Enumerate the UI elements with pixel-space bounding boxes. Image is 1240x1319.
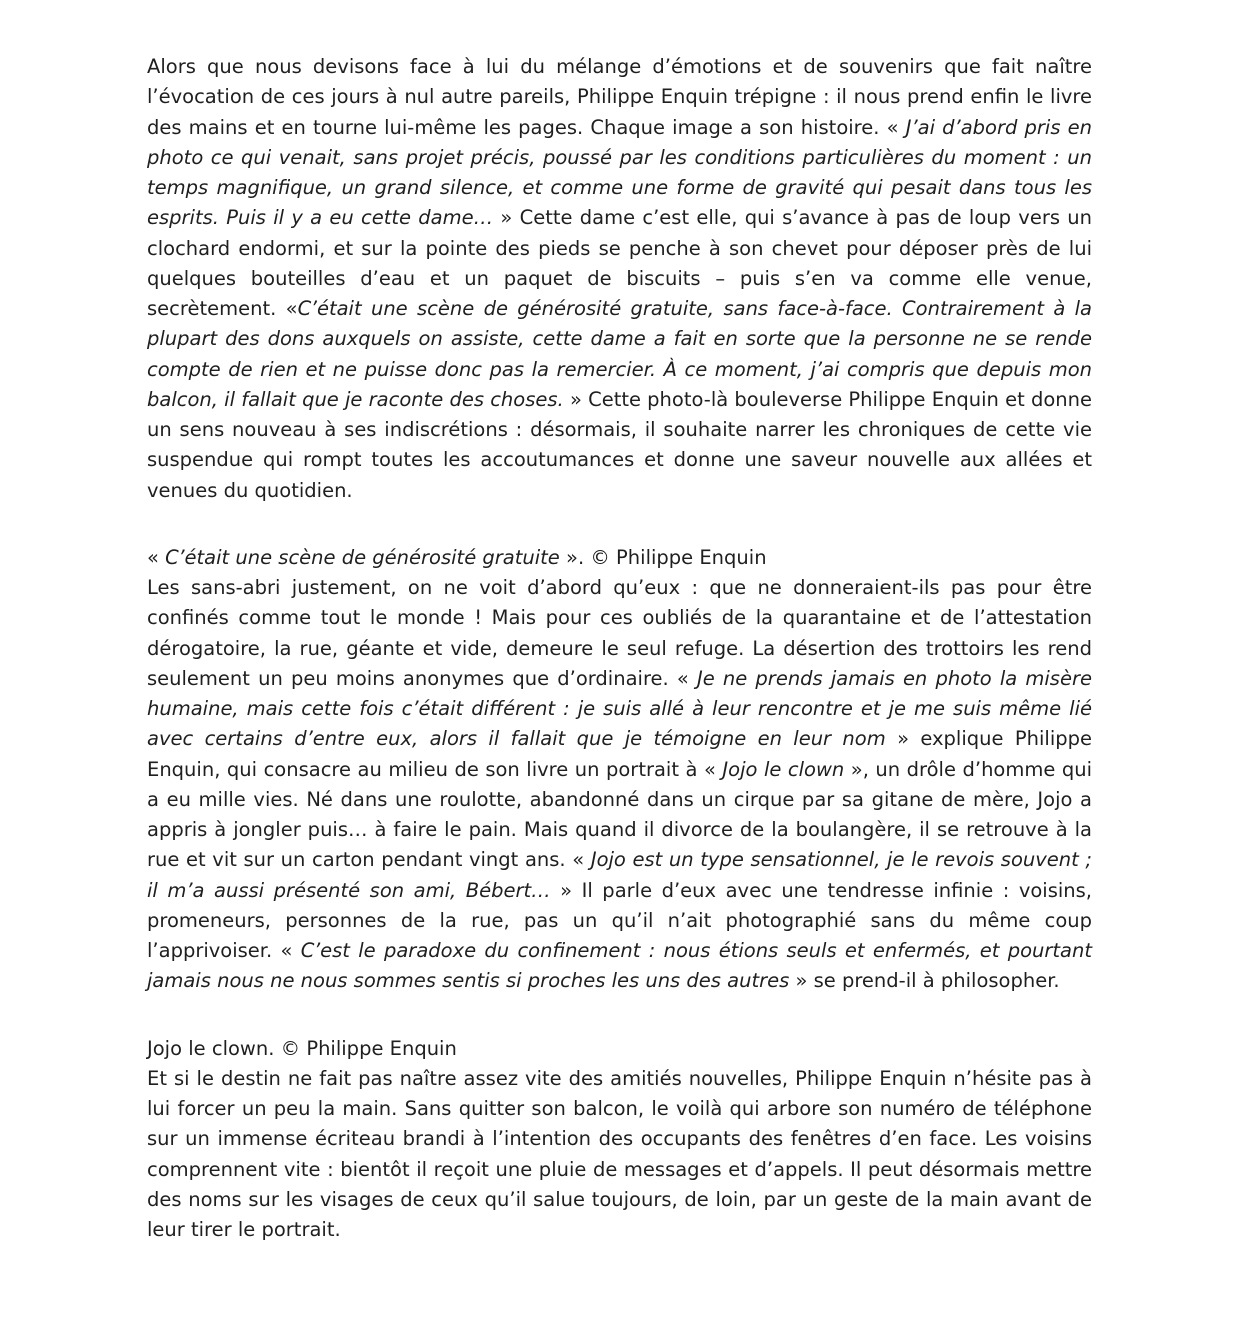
paragraph-text: Les sans-abri justement, on ne voit d’abord qu’eux : que ne donneraient-ils pas pour être confinés comme tout le monde ! Mais pour ces oubliés de la quarantaine et de l’attestation dérogatoire, la rue, géante et vide, demeure le seul refuge. La désertion des trottoirs les rend seulement un peu moins anonymes que d’ordinaire. « — [147, 576, 1092, 690]
paragraph-text: » Cette dame c’est elle, qui s’avance à pas de loup vers un clochard endormi, et sur la pointe des pieds se penche à son chevet pour déposer près de lui quelques bouteilles d’eau et un paquet de biscuits – puis s’en va comme elle venue, secrètement. « — [147, 206, 1092, 320]
paragraph-spacer — [147, 506, 1092, 543]
quote-text: C’est le paradoxe du confinement : nous étions seuls et enfermés, et pourtant jamais nous ne nous sommes sentis si proches les uns des autres — [147, 939, 1092, 993]
quote-text: Jojo est un type sensationnel, je le revois souvent ; il m’a aussi présenté son ami, Bébert… — [147, 848, 1092, 902]
paragraph-spacer — [147, 997, 1092, 1034]
document-page — [147, 52, 1092, 1245]
quote-text: J’ai d’abord pris en photo ce qui venait, sans projet précis, poussé par les conditions particulières du moment : un temps magnifique, un grand silence, et comme une forme de gravité qui pesait dans tous les esprits. Puis il y a eu cette dame… — [147, 115, 1092, 230]
paragraph-balcony-story — [147, 52, 1092, 506]
paragraph-text: Alors que nous devisons face à lui du mélange d’émotions et de souvenirs que fait naître l’évocation de ces jours à nul autre pareils, Philippe Enquin trépigne : il nous prend enfin le livre des mains et en tourne lui-même les pages. Chaque image a son histoire. « — [147, 55, 1092, 139]
quote-text: C’était une scène de générosité gratuite, sans face-à-face. Contrairement à la plupart des dons auxquels on assiste, cette dame a fait en sorte que la personne ne se rende compte de rien et ne puisse donc pas la remercier. À ce moment, j’ai compris que depuis mon balcon, il fallait que je raconte des choses. — [147, 297, 1092, 411]
paragraph-text: » explique Philippe Enquin, qui consacre au milieu de son livre un portrait à « — [147, 727, 1092, 781]
photo-caption-jojo: Jojo le clown. © Philippe Enquin — [147, 1036, 457, 1060]
paragraph-text: » Cette photo-là bouleverse Philippe Enquin et donne un sens nouveau à ses indiscrétions : désormais, il souhaite narrer les chroniques de cette vie suspendue qui rompt toutes les accoutumances et donne une saveur nouvelle aux allées et venues du quotidien. — [147, 387, 1092, 502]
paragraph-homeless — [147, 573, 1092, 997]
paragraph-text: », un drôle d’homme qui a eu mille vies. Né dans une roulotte, abandonné dans un cirque par sa gitane de mère, Jojo a appris à jongler puis… à faire le pain. Mais quand il divorce de la boulangère, il se retrouve à la rue et vit sur un carton pendant vingt ans. « — [147, 757, 1093, 872]
caption-quote: C’était une scène de générosité gratuite — [165, 545, 560, 569]
quote-text: Je ne prends jamais en photo la misère humaine, mais cette fois c’était différent : je suis allé à leur rencontre et je me suis même lié avec certains d’entre eux, alors il fallait que je témoigne en leur nom — [147, 666, 1092, 751]
paragraph-neighbors: Et si le destin ne fait pas naître assez vite des amitiés nouvelles, Philippe Enquin n’hésite pas à lui forcer un peu la main. Sans quitter son balcon, le voilà qui arbore son numéro de téléphone sur un immense écriteau brandi à l’intention des occupants des fenêtres d’en face. Les voisins comprennent vite : bientôt il reçoit une pluie de messages et d’appels. Il peut désormais mettre des noms sur les visages de ceux qu’il salue toujours, de loin, par un geste de la main avant de leur tirer le portrait. — [147, 1066, 1092, 1241]
quote-text: Jojo le clown — [722, 757, 845, 781]
photo-caption-generosity — [147, 543, 1092, 573]
caption-text: « — [147, 545, 166, 569]
caption-credit: ». © Philippe Enquin — [559, 545, 767, 569]
paragraph-text: » se prend-il à philosopher. — [789, 969, 1060, 993]
paragraph-text: » Il parle d’eux avec une tendresse infinie : voisins, promeneurs, personnes de la rue, pas un qu’il n’ait photographié sans du même coup l’apprivoiser. « — [147, 878, 1092, 962]
